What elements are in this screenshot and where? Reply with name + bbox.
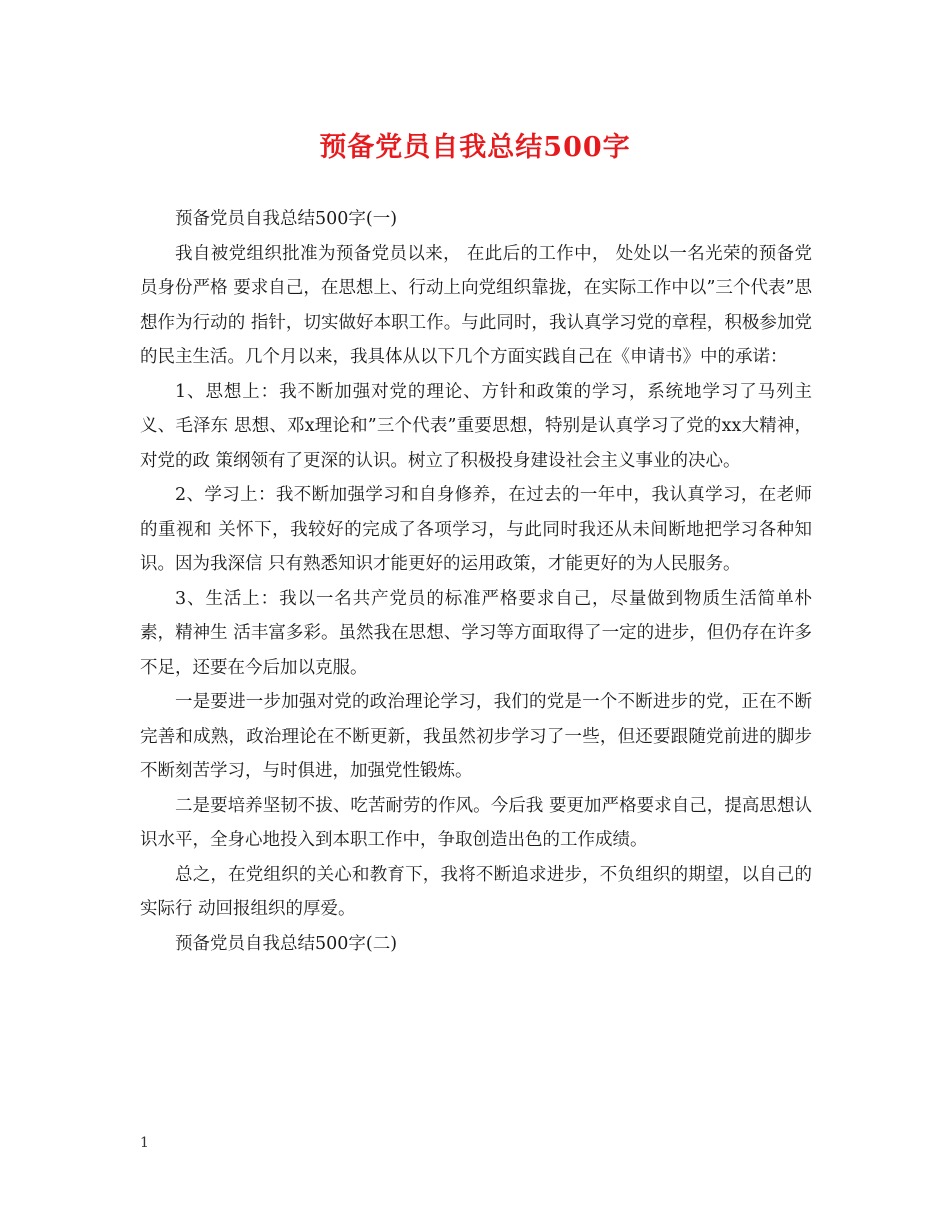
document-body bbox=[140, 202, 812, 961]
section-heading-2: 预备党员自我总结500字(二) bbox=[175, 933, 398, 954]
section-heading-1: 预备党员自我总结500字(一) bbox=[175, 209, 398, 229]
document-title: 预备党员自我总结500字 bbox=[319, 132, 631, 163]
paragraph-second-point: 二是要培养坚韧不拔、吃苦耐劳的作风。今后我 要更加严格要求自己，提高思想认识水平，全身心地投入到本职工作中，争取创造出色的工作成绩。 bbox=[140, 795, 812, 850]
paragraph-study: 2、学习上：我不断加强学习和自身修养，在过去的一年中，我认真学习，在老师的重视和 关怀下，我较好的完成了各项学习，与此同时我还从未间断地把学习各种知识。因为我深信 只有熟悉知识才能更好的运用政策，才能更好的为人民服务。 bbox=[140, 485, 812, 574]
paragraph-intro: 我自被党组织批准为预备党员以来， 在此后的工作中， 处处以一名光荣的预备党员身份严格 要求自己，在思想上、行动上向党组织靠拢，在实际工作中以”三个代表”思想作为行动的 指针，切实做好本职工作。与此同时，我认真学习党的章程，积极参加党的民主生活。几个月以来，我具体从以下几个方面实践自己在《申请书》中的承诺： bbox=[140, 243, 812, 367]
page-number: 1 bbox=[140, 1135, 149, 1151]
paragraph-conclusion: 总之，在党组织的关心和教育下，我将不断追求进步，不负组织的期望，以自己的实际行 动回报组织的厚爱。 bbox=[140, 864, 812, 919]
paragraph-first-point: 一是要进一步加强对党的政治理论学习，我们的党是一个不断进步的党，正在不断完善和成熟，政治理论在不断更新，我虽然初步学习了一些，但还要跟随党前进的脚步 不断刻苦学习，与时俱进，加强党性锻炼。 bbox=[140, 692, 812, 781]
paragraph-thought: 1、思想上：我不断加强对党的理论、方针和政策的学习，系统地学习了马列主义、毛泽东 思想、邓x理论和”三个代表”重要思想，特别是认真学习了党的xx大精神，对党的政 策纲领有了更深的认识。树立了积极投身建设社会主义事业的决心。 bbox=[140, 381, 812, 471]
paragraph-life: 3、生活上：我以一名共产党员的标准严格要求自己，尽量做到物质生活简单朴素，精神生 活丰富多彩。虽然我在思想、学习等方面取得了一定的进步，但仍存在许多不足，还要在今后加以克服。 bbox=[140, 588, 812, 678]
